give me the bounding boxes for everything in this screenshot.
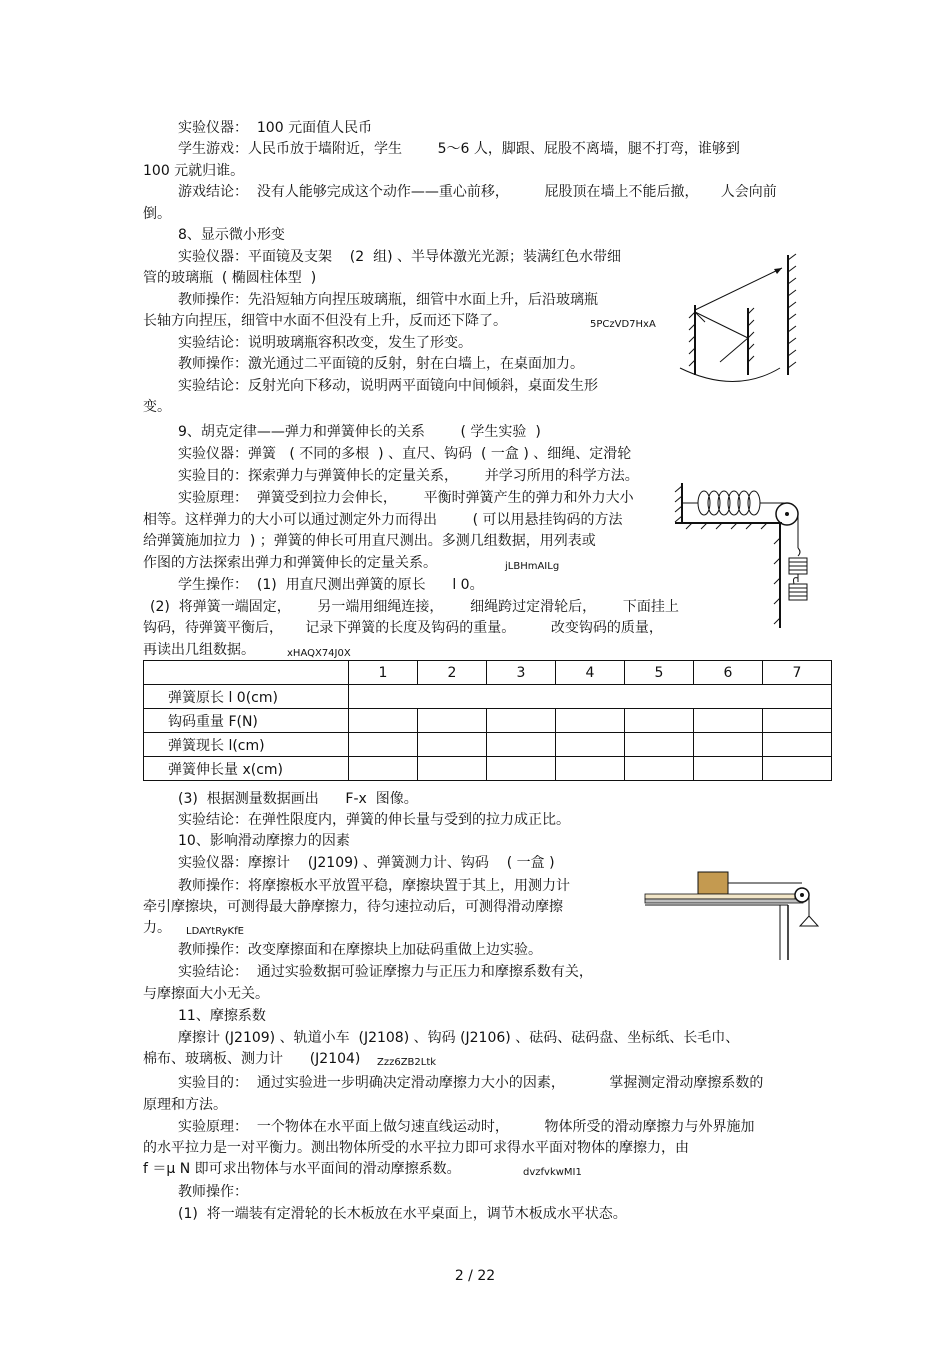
table-row	[144, 709, 832, 733]
text-line: 实验仪器：平面镜及支架 (2 组) 、半导体激光光源；装满红色水带细	[178, 249, 621, 265]
text-line: 倒。	[143, 206, 171, 222]
table-header-row	[144, 661, 832, 685]
text-line: 再读出几组数据。	[143, 642, 255, 658]
table-cell	[418, 709, 487, 733]
text-line: 实验仪器：摩擦计 (J2109) 、弹簧测力计、钩码 ( 一盒 )	[178, 855, 555, 871]
friction-board-figure	[640, 868, 820, 968]
table-cell	[625, 733, 694, 757]
text-line: (3) 根据测量数据画出 F-x 图像。	[178, 791, 418, 807]
text-line: 学生游戏：人民币放于墙附近，学生 5～6 人，脚跟、屁股不离墙，腿不打弯，谁够到	[178, 141, 740, 157]
page-number: 2 / 22	[454, 1268, 496, 1284]
section-heading: 9、胡克定律——弹力和弹簧伸长的关系 ( 学生实验 )	[178, 424, 541, 440]
column-header: 4	[556, 661, 625, 685]
table-cell	[418, 757, 487, 781]
text-line: 原理和方法。	[143, 1097, 227, 1113]
text-line: 100 元就归谁。	[143, 163, 245, 179]
table-cell	[763, 757, 832, 781]
text-line: f ＝μ N 即可求出物体与水平面间的滑动摩擦系数。	[143, 1161, 461, 1177]
text-line: 长轴方向捏压，细管中水面不但没有上升，反而还下降了。	[143, 313, 507, 329]
table-cell	[625, 709, 694, 733]
text-line: 实验原理： 一个物体在水平面上做匀速直线运动时， 物体所受的滑动摩擦力与外界施加	[178, 1119, 755, 1135]
table-cell	[418, 733, 487, 757]
column-header: 6	[694, 661, 763, 685]
doc-code: jLBHmAILg	[505, 561, 560, 572]
table-cell	[349, 685, 832, 709]
text-line: 教师操作：改变摩擦面和在摩擦块上加砝码重做上边实验。	[178, 942, 542, 958]
doc-code: Zzz6ZB2Ltk	[377, 1057, 437, 1068]
table-corner-cell	[144, 661, 349, 685]
column-header: 7	[763, 661, 832, 685]
text-line: 给弹簧施加拉力 ) ；弹簧的伸长可用直尺测出。多测几组数据，用列表或	[143, 533, 596, 549]
text-line: 实验仪器： 100 元面值人民币	[178, 120, 373, 136]
text-line: 学生操作： (1) 用直尺测出弹簧的原长 l 0。	[178, 577, 484, 593]
text-line: 实验仪器：弹簧 ( 不同的多根 ) 、直尺、钩码 ( 一盒 ) 、细绳、定滑轮	[178, 446, 632, 462]
section-heading: 8、显示微小形变	[178, 227, 285, 243]
text-line: 作图的方法探索出弹力和弹簧伸长的定量关系。	[143, 555, 437, 571]
table-row	[144, 685, 832, 709]
column-header: 1	[349, 661, 418, 685]
text-line: (1) 将一端装有定滑轮的长木板放在水平桌面上，调节木板成水平状态。	[178, 1206, 627, 1222]
text-line: 的水平拉力是一对平衡力。测出物体所受的水平拉力即可求得水平面对物体的摩擦力，由	[143, 1140, 689, 1156]
text-line: 管的玻璃瓶 ( 椭圆柱体型 )	[143, 270, 317, 286]
text-line: 教师操作：将摩擦板水平放置平稳，摩擦块置于其上，用测力计	[178, 878, 570, 894]
table-cell	[349, 757, 418, 781]
table-cell	[694, 733, 763, 757]
text-line: 教师操作：先沿短轴方向捏压玻璃瓶，细管中水面上升，后沿玻璃瓶	[178, 292, 598, 308]
text-line: (2) 将弹簧一端固定， 另一端用细绳连接， 细绳跨过定滑轮后， 下面挂上	[150, 599, 679, 615]
row-label: 弹簧伸长量 x(cm)	[144, 757, 349, 781]
text-line: 游戏结论： 没有人能够完成这个动作——重心前移， 屁股顶在墙上不能后撤， 人会向前	[178, 184, 777, 200]
doc-code: 5PCzVD7HxA	[590, 319, 656, 330]
text-line: 摩擦计 (J2109) 、轨道小车 (J2108) 、钩码 (J2106) 、砝码、砝码盘、坐标纸、长毛巾、	[178, 1030, 740, 1046]
column-header: 3	[487, 661, 556, 685]
text-line: 与摩擦面大小无关。	[143, 986, 269, 1002]
row-label: 弹簧原长 l 0(cm)	[144, 685, 349, 709]
text-line: 实验结论：说明玻璃瓶容积改变，发生了形变。	[178, 335, 472, 351]
doc-code: dvzfvkwMI1	[523, 1167, 582, 1178]
doc-code: xHAQX74J0X	[287, 648, 351, 659]
text-line: 实验原理： 弹簧受到拉力会伸长， 平衡时弹簧产生的弹力和外力大小	[178, 490, 634, 506]
text-line: 实验目的：探索弹力与弹簧伸长的定量关系， 并学习所用的科学方法。	[178, 468, 639, 484]
section-heading: 11、摩擦系数	[178, 1008, 266, 1024]
text-line: 棉布、玻璃板、测力计 (J2104)	[143, 1051, 361, 1067]
table-cell	[625, 757, 694, 781]
table-cell	[556, 709, 625, 733]
row-label: 钩码重量 F(N)	[144, 709, 349, 733]
text-line: 相等。这样弹力的大小可以通过测定外力而得出 ( 可以用悬挂钩码的方法	[143, 512, 623, 528]
text-line: 钩码，待弹簧平衡后， 记录下弹簧的长度及钩码的重量。 改变钩码的质量，	[143, 620, 663, 636]
table-cell	[349, 709, 418, 733]
text-line: 变。	[143, 399, 171, 415]
table-cell	[763, 709, 832, 733]
row-label: 弹簧现长 l(cm)	[144, 733, 349, 757]
text-line: 教师操作：	[178, 1184, 248, 1200]
table-row	[144, 757, 832, 781]
text-line: 力。	[143, 920, 171, 936]
table-cell	[487, 757, 556, 781]
text-line: 实验结论：反射光向下移动，说明两平面镜向中间倾斜，桌面发生形	[178, 378, 598, 394]
table-cell	[763, 733, 832, 757]
text-line: 实验结论： 通过实验数据可验证摩擦力与正压力和摩擦系数有关，	[178, 964, 593, 980]
spring-data-table	[143, 660, 832, 781]
doc-code: LDAYtRyKfE	[186, 926, 244, 937]
table-cell	[349, 733, 418, 757]
text-line: 实验目的： 通过实验进一步明确决定滑动摩擦力大小的因素， 掌握测定滑动摩擦系数的	[178, 1075, 764, 1091]
table-row	[144, 733, 832, 757]
table-cell	[694, 757, 763, 781]
column-header: 5	[625, 661, 694, 685]
section-heading: 10、影响滑动摩擦力的因素	[178, 833, 350, 849]
table-cell	[556, 757, 625, 781]
text-line: 教师操作：激光通过二平面镜的反射，射在白墙上，在桌面加力。	[178, 356, 584, 372]
table-cell	[487, 733, 556, 757]
mirror-laser-figure	[670, 250, 800, 390]
text-line: 实验结论：在弹性限度内，弹簧的伸长量与受到的拉力成正比。	[178, 812, 570, 828]
column-header: 2	[418, 661, 487, 685]
text-line: 牵引摩擦块，可测得最大静摩擦力，待匀速拉动后，可测得滑动摩擦	[143, 899, 563, 915]
table-cell	[487, 709, 556, 733]
table-cell	[556, 733, 625, 757]
table-cell	[694, 709, 763, 733]
spring-pulley-figure	[672, 478, 812, 633]
